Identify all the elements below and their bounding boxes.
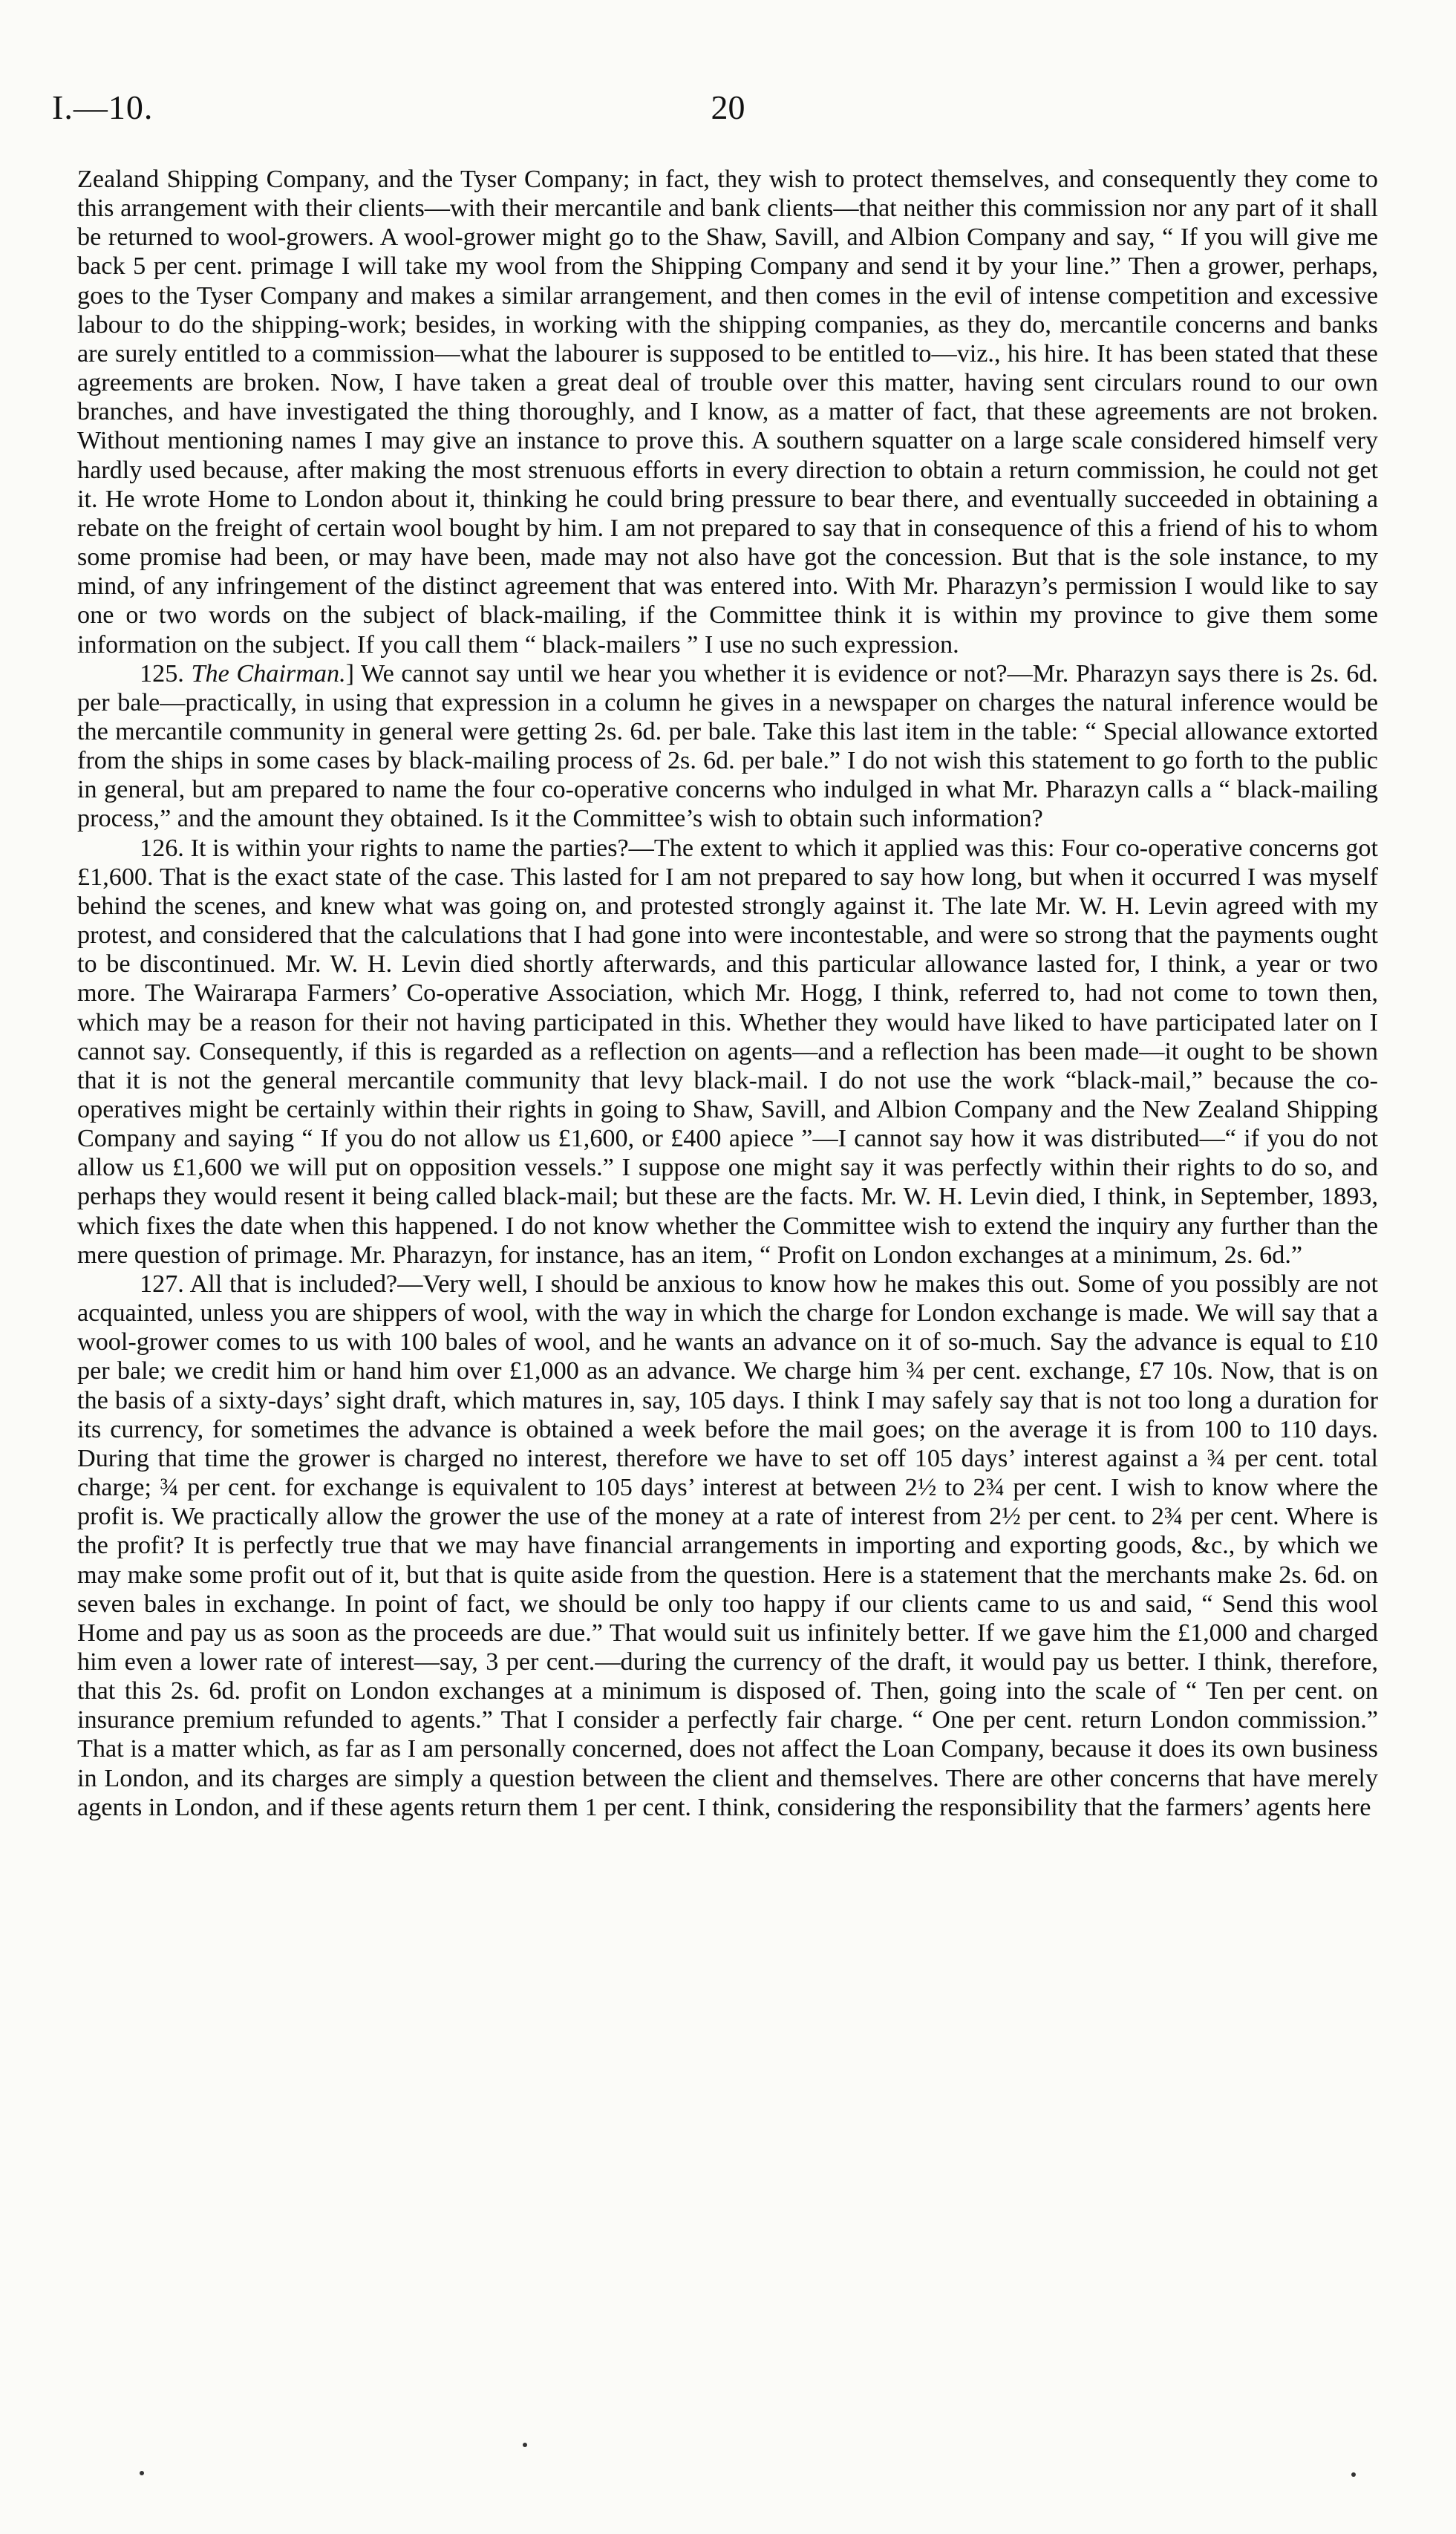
print-speck	[523, 2443, 527, 2447]
paragraph-continuation	[77, 165, 1378, 659]
speaker-name: The Chairman.	[191, 659, 346, 688]
question-number: 127.	[140, 1270, 190, 1298]
paragraph-text: It is within your rights to name the parties?—The extent to which it applied was this: Four co-operative concerns got £1,600. That is the exact state of the case. This lasted for I am not prepared to say how long, but when it occurred I was myself behind the scenes, and knew what was going on, and protested strongly against it. The late Mr. W. H. Levin agreed with my protest, and considered that the calculations that I had gone into were incontestable, and were so strong that the payments ought to be discontinued. Mr. W. H. Levin died shortly afterwards, and this particular allowance lasted for, I think, a year or two more. The Wairarapa Farmers’ Co-operative Association, which Mr. Hogg, I think, referred to, had not come to town then, which may be a reason for their not having participated in this. Whether they would have liked to have participated later on I cannot say. Consequently, if this is regarded as a reflection on agents—and a reflection has been made—it ought to be shown that it is not the general mercantile community that levy black-mail. I do not use the work “black-mail,” because the co-operatives might be certainly within their rights in going to Shaw, Savill, and Albion Company and the New Zealand Shipping Company and saying “ If you do not allow us £1,600, or £400 apiece ”—I cannot say how it was distributed—“ if you do not allow us £1,600 we will put on opposition vessels.” I suppose one might say it was perfectly within their rights to do so, and perhaps they would resent it being called black-mail; but these are the facts. Mr. W. H. Levin died, I think, in September, 1893, which fixes the date when this happened. I do not know whether the Committee wish to extend the inquiry any further than the mere question of primage. Mr. Pharazyn, for instance, has an item, “ Profit on London exchanges at a minimum, 2s. 6d.”	[77, 834, 1378, 1269]
question-127	[77, 1270, 1378, 1822]
body-text	[77, 165, 1378, 1822]
document-reference: I.—10.	[52, 88, 154, 126]
question-125	[77, 659, 1378, 834]
paragraph-text: ] We cannot say until we hear you whether it is evidence or not?—Mr. Pharazyn says there is 2s. 6d. per bale—practically, in using that expression in a column he gives in a newspaper on charges the natural inference would be the mercantile community in general were getting 2s. 6d. per bale. Take this last item in the table: “ Special allowance extorted from the ships in some cases by black-mailing process of 2s. 6d. per bale.” I do not wish this statement to go forth to the public in general, but am prepared to name the four co-operative concerns who indulged in what Mr. Pharazyn calls a “ black-mailing process,” and the amount they obtained. Is it the Committee’s wish to obtain such information?	[77, 659, 1379, 833]
question-number: 126.	[140, 834, 191, 862]
paragraph-text: Zealand Shipping Company, and the Tyser Company; in fact, they wish to protect themselves, and consequently they come to this arrangement with their clients—with their mercantile and bank clients—that neither this commission nor any part of it shall be returned to wool-growers. A wool-grower might go to the Shaw, Savill, and Albion Company and say, “ If you will give me back 5 per cent. primage I will take my wool from the Shipping Company and send it by your line.” Then a grower, perhaps, goes to the Tyser Company and makes a similar arrangement, and then comes in the evil of intense competition and excessive labour to do the shipping-work; besides, in working with the shipping companies, as they do, mercantile concerns and banks are surely entitled to a commission—what the labourer is supposed to be entitled to—viz., his hire. It has been stated that these agreements are broken. Now, I have taken a great deal of trouble over this matter, having sent circulars round to our own branches, and have investigated the thing thoroughly, and I know, as a matter of fact, that these agreements are not broken. Without mentioning names I may give an instance to prove this. A southern squatter on a large scale considered himself very hardly used because, after making the most strenuous efforts in every direction to obtain a return commission, he could not get it. He wrote Home to London about it, thinking he could bring pressure to bear there, and eventually succeeded in obtaining a rebate on the freight of certain wool bought by him. I am not prepared to say that in consequence of this a friend of his to whom some promise had been, or may have been, made may not also have got the concession. But that is the sole instance, to my mind, of any infringement of the distinct agreement that was entered into. With Mr. Pharazyn’s permission I would like to say one or two words on the subject of black-mailing, if the Committee think it is within my province to give them some information on the subject. If you call them “ black-mailers ” I use no such expression.	[77, 166, 1378, 659]
paragraph-text: All that is included?—Very well, I should be anxious to know how he makes this out. Some of you possibly are not acquainted, unless you are shippers of wool, with the way in which the charge for London exchange is made. We will say that a wool-grower comes to us with 100 bales of wool, and he wants an advance on it of so-much. Say the advance is equal to £10 per bale; we credit him or hand him over £1,000 as an advance. We charge him ¾ per cent. exchange, £7 10s. Now, that is on the basis of a sixty-days’ sight draft, which matures in, say, 105 days. I think I may safely say that is not too long a duration for its currency, for sometimes the advance is obtained a week before the mail goes; on the average it is from 100 to 110 days. During that time the grower is charged no interest, therefore we have to set off 105 days’ interest against a ¾ per cent. total charge; ¾ per cent. for exchange is equivalent to 105 days’ interest at between 2½ to 2¾ per cent. I wish to know where the profit is. We practically allow the grower the use of the money at a rate of interest from 2½ per cent. to 2¾ per cent. Where is the profit? It is perfectly true that we may have financial arrangements in importing and exporting goods, &c., by which we may make some profit out of it, but that is quite aside from the question. Here is a statement that the merchants make 2s. 6d. on seven bales in exchange. In point of fact, we should be only too happy if our clients came to us and said, “ Send this wool Home and pay us as soon as the proceeds are due.” That would suit us infinitely better. If we gave him the £1,000 and charged him even a lower rate of interest—say, 3 per cent.—during the currency of the draft, it would pay us better. I think, therefore, that this 2s. 6d. profit on London exchanges at a minimum is disposed of. Then, going into the scale of “ Ten per cent. on insurance premium refunded to agents.” That I consider a perfectly fair charge. “ One per cent. return London commission.” That is a matter which, as far as I am personally concerned, does not affect the Loan Company, because it does its own business in London, and its charges are simply a question between the client and themselves. There are other concerns that have merely agents in London, and if these agents return them 1 per cent. I think, considering the responsibility that the farmers’ agents here	[77, 1270, 1378, 1821]
question-number: 125.	[140, 659, 192, 688]
question-126	[77, 834, 1378, 1270]
page-number: 20	[711, 88, 745, 126]
print-speck	[1351, 2472, 1356, 2477]
print-speck	[140, 2471, 144, 2475]
